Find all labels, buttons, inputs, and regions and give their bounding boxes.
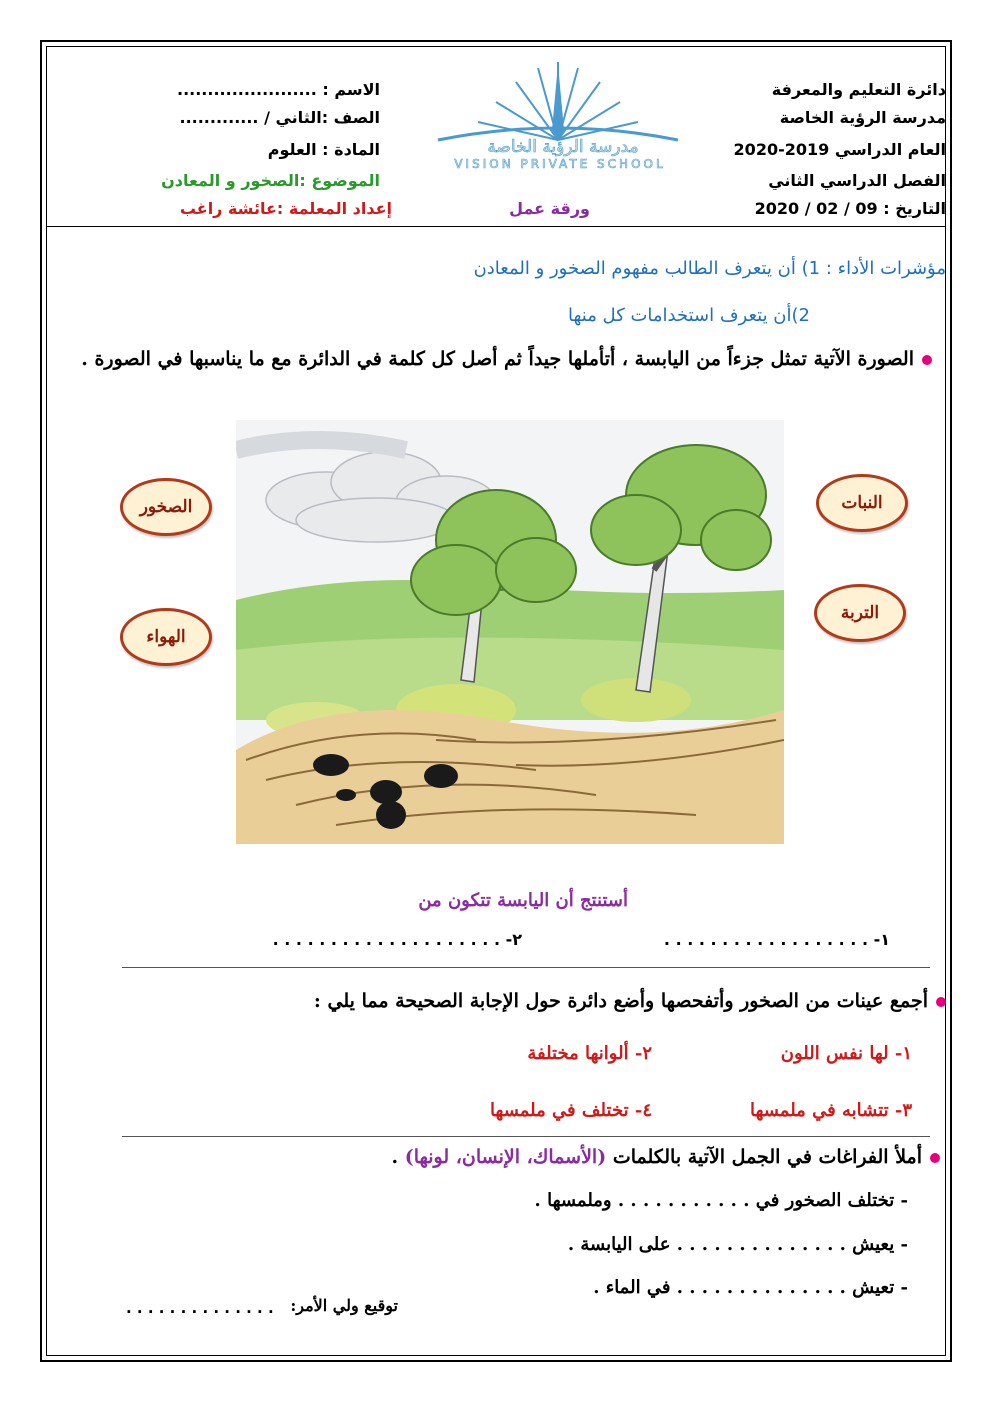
section-divider-2 (122, 1136, 930, 1137)
logo-arabic-text: مدرسة الرؤية الخاصة (487, 137, 639, 157)
question-3-text: أملأ الفراغات في الجمل الآتية بالكلمات (606, 1146, 922, 1168)
header-department: دائرة التعليم والمعرفة (771, 80, 946, 99)
objective-line-1: مؤشرات الأداء : 1) أن يتعرف الطالب مفهوم الصخور و المعادن (473, 258, 946, 279)
question-1-text: الصورة الآتية تمثل جزءاً من اليابسة ، أتأملها جيداً ثم أصل كل كلمة في الدائرة مع ما يناسبها في الصورة . (81, 348, 914, 370)
landscape-illustration (236, 420, 784, 844)
label-rocks[interactable]: الصخور (120, 478, 212, 536)
label-air[interactable]: الهواء (120, 608, 212, 666)
header-date: التاريخ : 09 / 02 / 2020 (754, 199, 946, 218)
fill-sentence-3[interactable]: - تعيش . . . . . . . . . . . . . . في الماء . (593, 1277, 908, 1298)
option-2[interactable]: ٢- ألوانها مختلفة (527, 1043, 652, 1064)
option-1[interactable]: ١- لها نفس اللون (780, 1043, 912, 1064)
parent-signature-label: توقيع ولي الأمر: (290, 1296, 398, 1315)
question-2 (314, 990, 946, 1012)
student-name-field: الاسم : ....................... (176, 80, 380, 99)
topic-field: الموضوع :الصخور و المعادن (161, 171, 380, 190)
label-soil[interactable]: التربة (814, 584, 906, 642)
conclusion-prompt: أستنتج أن اليابسة تتكون من (418, 890, 628, 911)
question-3-word-bank: (الأسماك، الإنسان، لونها) (404, 1146, 607, 1168)
logo-english-text: VISION PRIVATE SCHOOL (454, 157, 666, 171)
label-plants[interactable]: النبات (816, 474, 908, 532)
section-divider-1 (122, 967, 930, 968)
bullet-icon (922, 355, 932, 365)
option-3[interactable]: ٣- تتشابه في ملمسها (749, 1100, 912, 1121)
question-2-text: أجمع عينات من الصخور وأتفحصها وأضع دائرة حول الإجابة الصحيحة مما يلي : (313, 990, 928, 1012)
header-divider (47, 226, 945, 227)
worksheet-label: ورقة عمل (509, 199, 590, 218)
header-semester: الفصل الدراسي الثاني (768, 171, 946, 190)
parent-signature-blank[interactable]: . . . . . . . . . . . . . . (126, 1299, 274, 1317)
bullet-icon (936, 997, 946, 1007)
header-academic-year: العام الدراسي 2019-2020 (733, 140, 946, 159)
question-1 (81, 348, 932, 370)
school-logo (388, 60, 728, 180)
question-3: أملأ الفراغات في الجمل الآتية بالكلمات (الأسماك، الإنسان، لونها) . (391, 1146, 940, 1168)
bullet-icon (930, 1153, 940, 1163)
subject-field: المادة : العلوم (267, 140, 380, 159)
teacher-field: إعداد المعلمة :عائشة راغب (179, 199, 392, 218)
answer-blank-1[interactable]: ١- . . . . . . . . . . . . . . . . . . (663, 930, 890, 949)
header-school: مدرسة الرؤية الخاصة (779, 108, 946, 127)
option-4[interactable]: ٤- تختلف في ملمسها (489, 1100, 652, 1121)
fill-sentence-1[interactable]: - تختلف الصخور في . . . . . . . . . . . وملمسها . (534, 1190, 908, 1211)
answer-blank-2[interactable]: ٢- . . . . . . . . . . . . . . . . . . . . (272, 930, 522, 949)
objective-line-2: 2)أن يتعرف استخدامات كل منها (567, 305, 810, 326)
grade-field: الصف :الثاني / ............. (179, 108, 380, 127)
fill-sentence-2[interactable]: - يعيش . . . . . . . . . . . . . . على اليابسة . (567, 1234, 908, 1255)
